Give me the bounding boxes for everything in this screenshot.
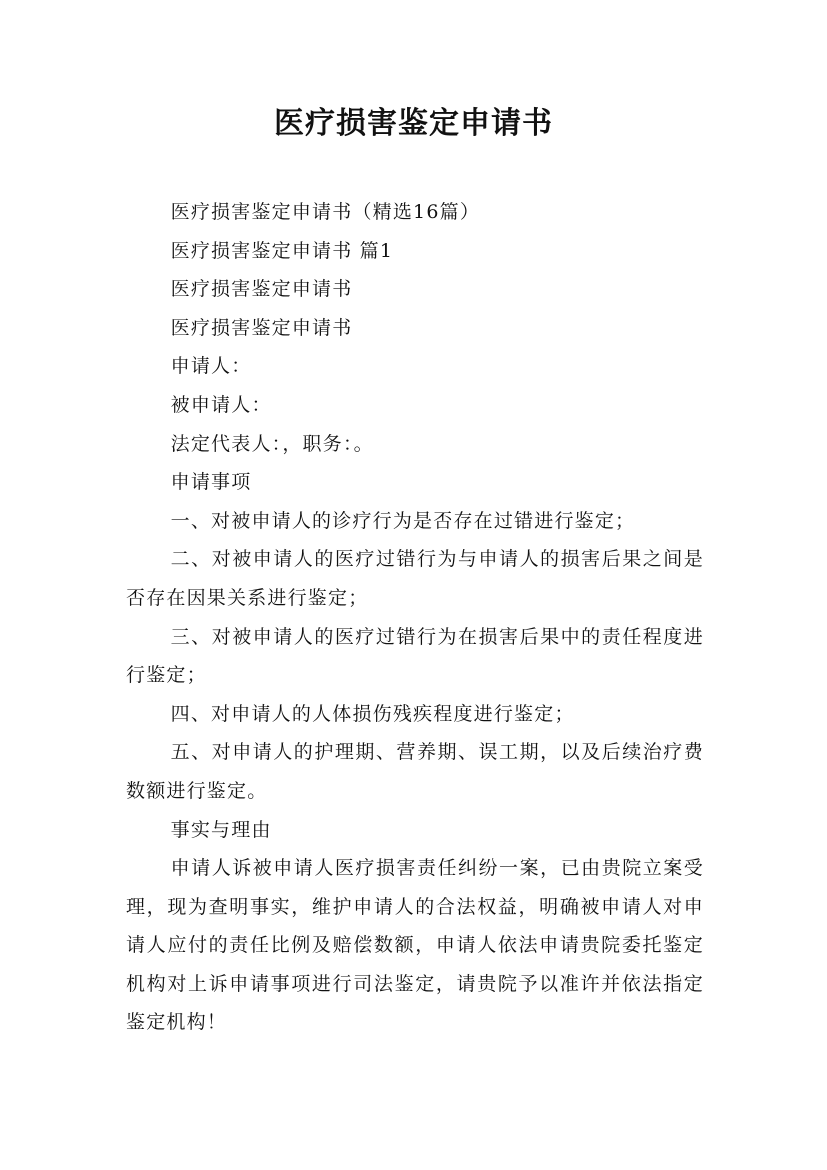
paragraph-item-1: 一、对被申请人的诊疗行为是否存在过错进行鉴定； [170,509,636,532]
document-title: 医疗损害鉴定申请书 [274,106,553,141]
paragraph-item-3: 三、对被申请人的医疗过错行为在损害后果中的责任程度进行鉴定； [126,625,704,687]
paragraph-facts-heading: 事实与理由 [170,818,272,841]
paragraph-subtitle: 医疗损害鉴定申请书 [170,278,353,301]
paragraph-item-2: 二、对被申请人的医疗过错行为与申请人的损害后果之间是否存在因果关系进行鉴定； [126,548,704,609]
paragraph-application-items-heading: 申请事项 [170,471,252,494]
paragraph-subtitle: 医疗损害鉴定申请书 [170,316,353,339]
paragraph-section-heading: 医疗损害鉴定申请书 篇1 [170,239,394,262]
paragraph-respondent: 被申请人： [170,393,272,416]
paragraph-legal-representative: 法定代表人：，职务：。 [170,432,374,455]
paragraph-item-5: 五、对申请人的护理期、营养期、误工期，以及后续治疗费数额进行鉴定。 [126,741,704,802]
paragraph-item-4: 四、对申请人的人体损伤残疾程度进行鉴定； [170,702,575,725]
document-body [126,193,704,1042]
paragraph-applicant: 申请人： [170,355,252,378]
paragraph-facts-body: 申请人诉被申请人医疗损害责任纠纷一案，已由贵院立案受理，现为查明事实，维护申请人的合法权益，明确被申请人对申请人应付的责任比例及赔偿数额，申请人依法申请贵院委托鉴定机构对上诉申请事项进行司法鉴定，请贵院予以准许并依法指定鉴定机构！ [126,857,704,1034]
paragraph-collection-title: 医疗损害鉴定申请书（精选16篇） [170,201,481,223]
